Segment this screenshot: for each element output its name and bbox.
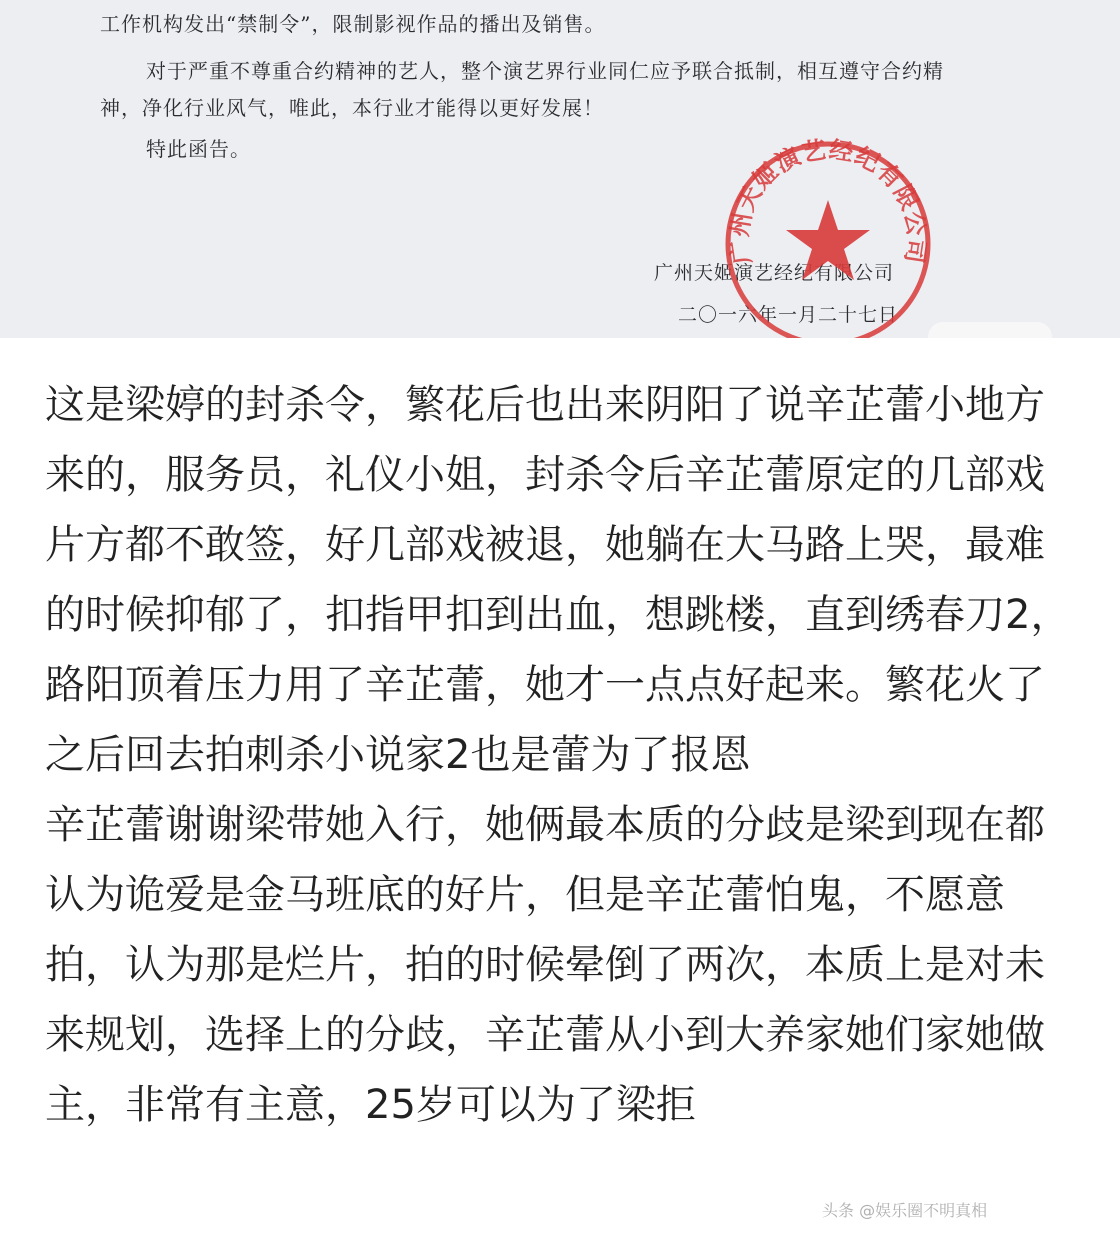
letter-line: 工作机构发出“禁制令”，限制影视作品的播出及销售。: [100, 12, 606, 36]
star-icon: [786, 200, 870, 280]
signature-date: 二〇一六年一月二十七日: [678, 304, 899, 326]
letter-line: 对于严重不尊重合约精神的艺人，整个演艺界行业同仁应予联合抵制，相互遵守合约精: [146, 59, 944, 83]
letter-line: 神，净化行业风气，唯此，本行业才能得以更好发展！: [100, 96, 604, 120]
scanned-letter-image: [0, 0, 1120, 338]
watermark: 头条 @娱乐圈不明真相: [822, 1201, 988, 1220]
article-body: [45, 370, 1075, 1140]
seal-text: 广州天姬演艺经纪有限公司: [724, 136, 932, 267]
signature-company: 广州天姬演艺经纪有限公司: [654, 262, 895, 284]
company-seal: [720, 136, 936, 338]
article-paragraph: 这是梁婷的封杀令，繁花后也出来阴阳了说辛芷蕾小地方来的，服务员，礼仪小姐，封杀令后辛芷蕾原定的几部戏片方都不敢签，好几部戏被退，她躺在大马路上哭，最难的时候抑郁了，扣指甲扣到出血，想跳楼，直到绣春刀2，路阳顶着压力用了辛芷蕾，她才一点点好起来。繁花火了之后回去拍刺杀小说家2也是蕾为了报恩: [45, 382, 1071, 778]
article-paragraph: 辛芷蕾谢谢梁带她入行，她俩最本质的分歧是梁到现在都认为诡爱是金马班底的好片，但是辛芷蕾怕鬼，不愿意拍，认为那是烂片，拍的时候晕倒了两次，本质上是对未来规划，选择上的分歧，辛芷蕾从小到大养家她们家她做主，非常有主意，25岁可以为了梁拒: [45, 802, 1045, 1128]
image-overlay-chip: [928, 322, 1052, 338]
letter-line: 特此函告。: [146, 137, 251, 161]
